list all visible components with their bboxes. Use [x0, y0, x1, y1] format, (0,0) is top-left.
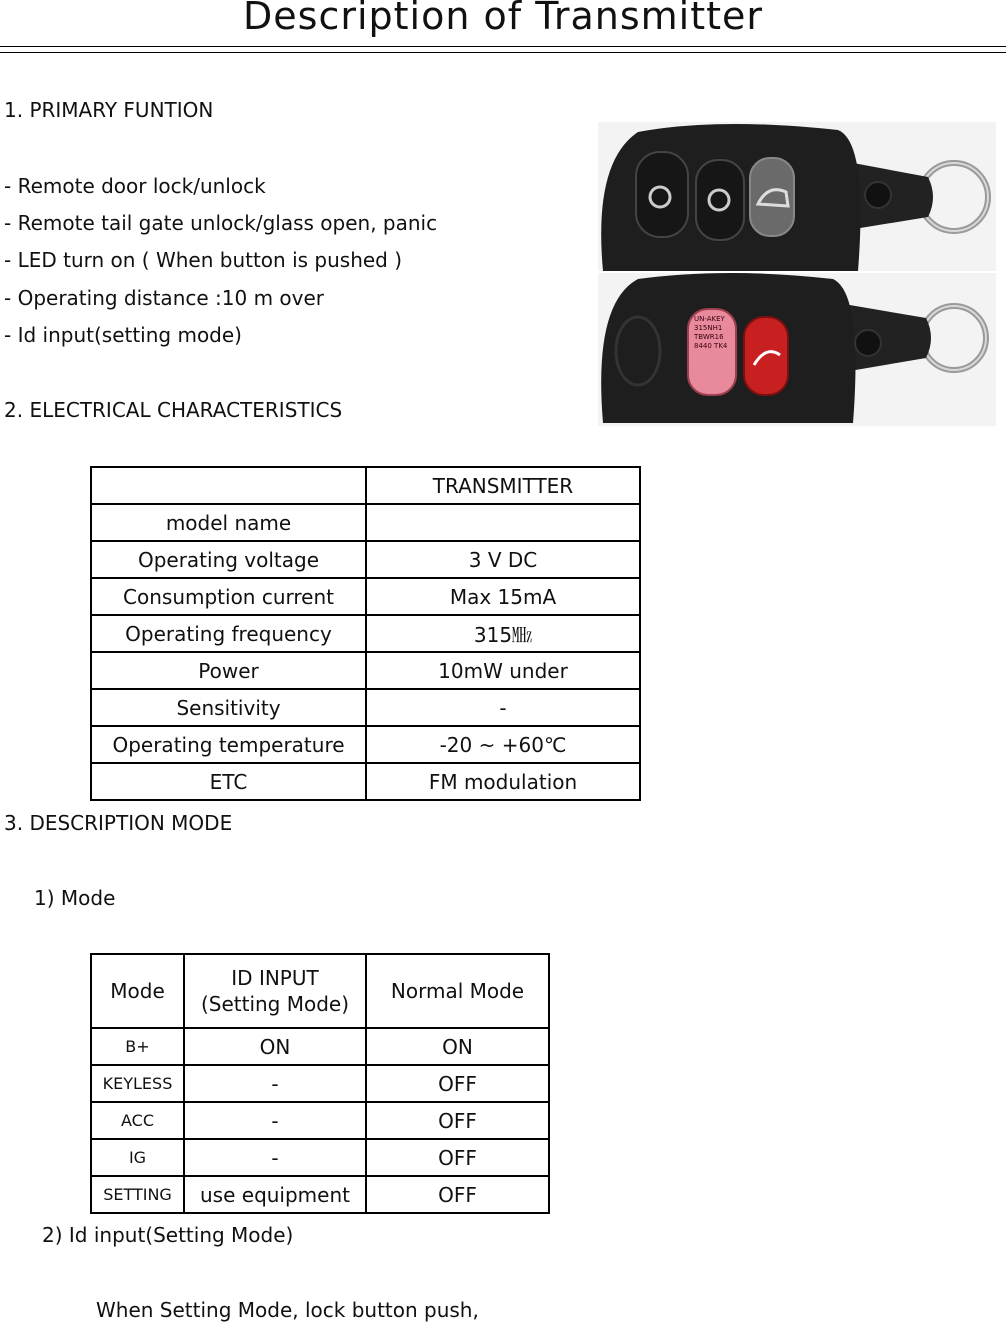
transmitter-photo-bottom — [598, 273, 996, 426]
table-cell: TRANSMITTER — [366, 467, 640, 504]
table-cell: Operating temperature — [91, 726, 366, 763]
table-cell: B+ — [91, 1028, 184, 1065]
table-cell: OFF — [366, 1102, 549, 1139]
table-row — [91, 954, 549, 1028]
table-cell: Max 15mA — [366, 578, 640, 615]
table-row — [91, 1139, 549, 1176]
table-cell: -20 ~ +60℃ — [366, 726, 640, 763]
table-cell: SETTING — [91, 1176, 184, 1213]
table-cell: ON — [184, 1028, 366, 1065]
table-row — [91, 1028, 549, 1065]
table-row — [91, 541, 640, 578]
table-cell: - — [366, 689, 640, 726]
table-cell: ON — [366, 1028, 549, 1065]
table-cell: model name — [91, 504, 366, 541]
table-cell: OFF — [366, 1139, 549, 1176]
table-cell — [184, 954, 366, 1028]
table-cell: - — [184, 1065, 366, 1102]
setting-note: When Setting Mode, lock button push, — [96, 1298, 479, 1322]
transmitter-photo-top — [598, 122, 996, 271]
table-row — [91, 1102, 549, 1139]
header-line: (Setting Mode) — [200, 992, 350, 1016]
function-item: - Remote door lock/unlock — [4, 174, 266, 198]
table-cell: use equipment — [184, 1176, 366, 1213]
function-item: - Operating distance :10 m over — [4, 286, 325, 310]
table-row — [91, 652, 640, 689]
table-row — [91, 689, 640, 726]
table-cell: Sensitivity — [91, 689, 366, 726]
fob-label-text: UN-AKEY 315NH1 TBWR16 8440 TK4 — [694, 315, 728, 350]
table-cell: Operating voltage — [91, 541, 366, 578]
table-cell: 3 V DC — [366, 541, 640, 578]
table-cell: 10mW under — [366, 652, 640, 689]
table-cell: - — [184, 1102, 366, 1139]
section3-heading: 3. DESCRIPTION MODE — [4, 811, 233, 835]
table-cell: IG — [91, 1139, 184, 1176]
table-cell: Operating frequency — [91, 615, 366, 652]
table-row — [91, 1065, 549, 1102]
table-cell: Normal Mode — [366, 954, 549, 1028]
function-item: - Remote tail gate unlock/glass open, panic — [4, 211, 438, 235]
mode-subheading: 1) Mode — [34, 886, 116, 910]
table-cell: KEYLESS — [91, 1065, 184, 1102]
table-row — [91, 578, 640, 615]
table-cell: Mode — [91, 954, 184, 1028]
setting-subheading: 2) Id input(Setting Mode) — [42, 1223, 294, 1247]
table-cell — [366, 504, 640, 541]
function-item: - Id input(setting mode) — [4, 323, 242, 347]
table-row — [91, 504, 640, 541]
table-cell: ETC — [91, 763, 366, 800]
table-cell: - — [184, 1139, 366, 1176]
table-cell: Power — [91, 652, 366, 689]
table-row — [91, 467, 640, 504]
table-cell: OFF — [366, 1065, 549, 1102]
table-row — [91, 1176, 549, 1213]
title-rule-bottom — [0, 52, 1006, 53]
electrical-table — [90, 466, 641, 801]
table-cell — [91, 467, 366, 504]
table-row — [91, 763, 640, 800]
page-title: Description of Transmitter — [243, 0, 763, 38]
table-row — [91, 726, 640, 763]
table-cell: FM modulation — [366, 763, 640, 800]
table-cell: OFF — [366, 1176, 549, 1213]
table-cell: Consumption current — [91, 578, 366, 615]
table-cell: ACC — [91, 1102, 184, 1139]
header-line: ID INPUT — [231, 966, 319, 990]
mode-table — [90, 953, 550, 1214]
function-item: - LED turn on ( When button is pushed ) — [4, 248, 403, 272]
section1-heading: 1. PRIMARY FUNTION — [4, 98, 214, 122]
table-cell: 315㎒ — [366, 615, 640, 652]
table-row — [91, 615, 640, 652]
section2-heading: 2. ELECTRICAL CHARACTERISTICS — [4, 398, 343, 422]
title-rule-top — [0, 46, 1006, 47]
